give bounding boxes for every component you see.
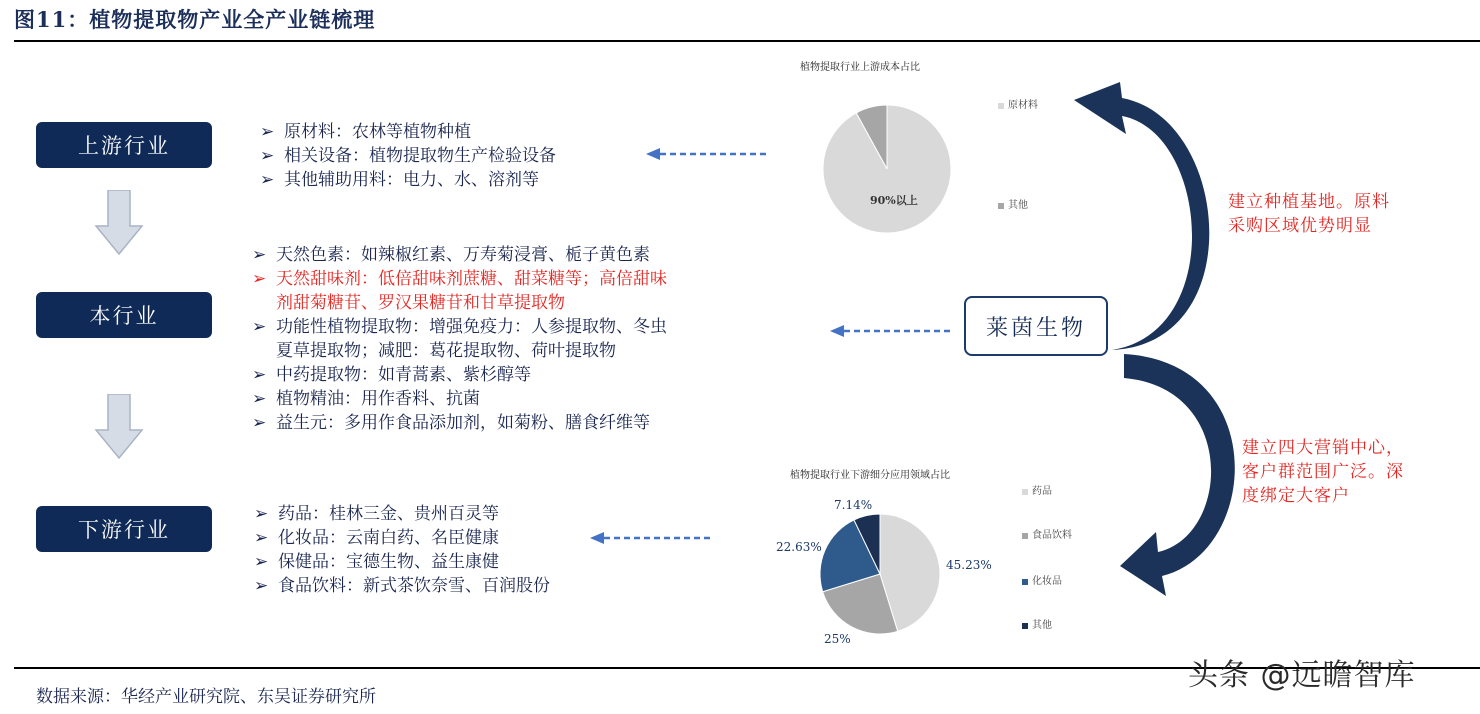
stage-midstream: 本行业: [36, 292, 212, 338]
list-item: ➢ 天然甜味剂：低倍甜味剂蔗糖、甜菜糖等；高倍甜味: [252, 269, 667, 289]
list-item: ➢ 益生元：多用作食品添加剂，如菊粉、膳食纤维等: [252, 413, 650, 433]
list-item: ➢ 植物精油：用作香料、抗菌: [252, 389, 480, 409]
list-item: ➢ 化妆品：云南白药、名臣健康: [254, 528, 499, 548]
list-item: ➢ 食品饮料：新式茶饮奈雪、百润股份: [254, 576, 550, 596]
list-item-continued: 剂甜菊糖苷、罗汉果糖苷和甘草提取物: [276, 293, 565, 313]
list-item: ➢ 天然色素：如辣椒红素、万寿菊浸膏、栀子黄色素: [252, 245, 650, 265]
down-arrow-icon: [94, 394, 144, 460]
list-item: ➢ 药品：桂林三金、贵州百灵等: [254, 504, 499, 524]
legend-item-food: 食品饮料: [1022, 526, 1072, 541]
stage-downstream: 下游行业: [36, 506, 212, 552]
stage-upstream: 上游行业: [36, 122, 212, 168]
upstream-pie-chart: [812, 94, 962, 244]
legend-item-cosmetics: 化妆品: [1022, 572, 1062, 587]
list-item: ➢ 中药提取物：如青蒿素、紫杉醇等: [252, 365, 531, 385]
data-label-food: 25%: [824, 632, 851, 646]
list-item: ➢ 功能性植物提取物：增强免疫力：人参提取物、冬虫: [252, 317, 667, 337]
data-label-cosmetics: 22.63%: [776, 540, 822, 554]
list-item: ➢ 相关设备：植物提取物生产检验设备: [260, 146, 556, 166]
top-divider: [14, 40, 1480, 42]
legend-item-raw-materials: 原材料: [998, 96, 1038, 111]
downstream-pie-chart: [812, 506, 948, 642]
callout-upstream: 建立种植基地。原料 采购区域优势明显: [1228, 192, 1390, 236]
dashed-arrow-icon: [590, 530, 712, 546]
list-item: ➢ 其他辅助用料：电力、水、溶剂等: [260, 170, 539, 190]
list-item: ➢ 保健品：宝德生物、益生康健: [254, 552, 499, 572]
curved-arrow-upstream-icon: [1068, 82, 1218, 352]
watermark: 头条 @远瞻智库: [1188, 658, 1416, 693]
callout-downstream: 建立四大营销中心， 客户群范围广泛。深 度绑定大客户: [1242, 438, 1404, 506]
dashed-arrow-icon: [646, 146, 768, 162]
list-item: ➢ 原材料：农林等植物种植: [260, 122, 471, 142]
data-label-pharma: 45.23%: [946, 558, 992, 572]
data-source: 数据来源：华经产业研究院、东吴证券研究所: [36, 687, 376, 707]
curved-arrow-downstream-icon: [1120, 352, 1250, 602]
company-box: 莱茵生物: [964, 296, 1108, 356]
midstream-list: [248, 243, 667, 435]
data-label-other: 7.14%: [834, 498, 873, 512]
list-item-continued: 夏草提取物；减肥：葛花提取物、荷叶提取物: [276, 341, 616, 361]
downstream-list: [250, 502, 550, 598]
chart-title-downstream: 植物提取行业下游细分应用领域占比: [790, 470, 950, 481]
legend-item-other: 其他: [1022, 616, 1052, 631]
data-label-raw-materials: 90%以上: [870, 194, 918, 207]
down-arrow-icon: [94, 190, 144, 256]
pie-slice-原材料: [823, 105, 951, 233]
figure-title: 图11：植物提取物产业全产业链梳理: [14, 7, 376, 32]
legend-item-other: 其他: [998, 196, 1028, 211]
legend-item-pharma: 药品: [1022, 482, 1052, 497]
upstream-list: [256, 120, 556, 192]
dashed-arrow-icon: [830, 323, 952, 339]
chart-title-upstream: 植物提取行业上游成本占比: [800, 62, 920, 73]
